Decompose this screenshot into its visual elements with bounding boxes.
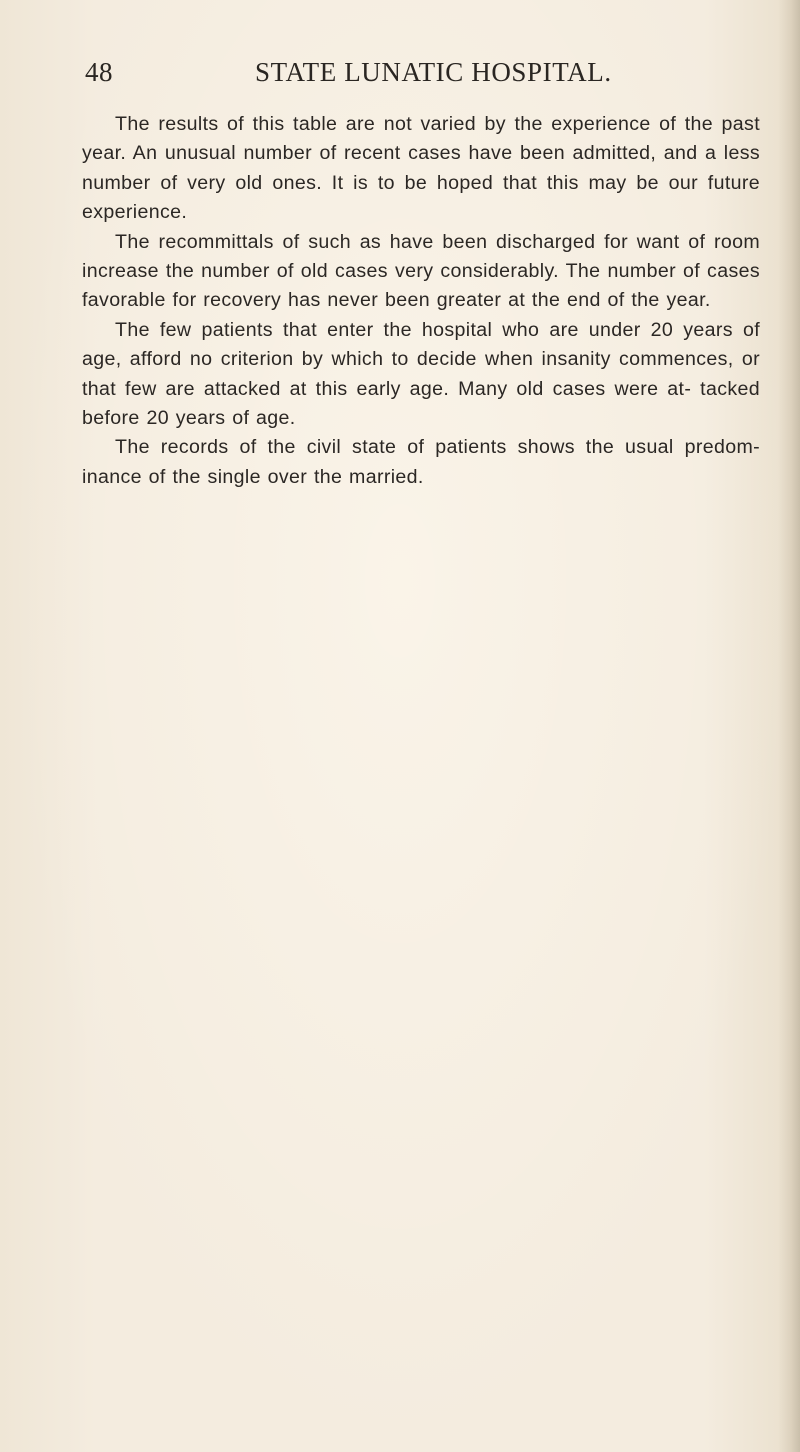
paragraph-3: The few patients that enter the hospital who are under 20 years of age, afford no criterion by which to decide when insanity commences, or that few are attacked at this early age. Many old cases were at- tacked before 20 years of age. — [82, 318, 760, 430]
paragraph-4: The records of the civil state of patients shows the usual predom- inance of the single over the married. — [82, 436, 760, 488]
paragraph-2: The recommittals of such as have been discharged for want of room increase the number of old cases very considerably. The number of cases favorable for recovery has never been greater at the end of the year. — [82, 230, 760, 312]
running-title: STATE LUNATIC HOSPITAL. — [255, 57, 612, 87]
paragraph-1: The results of this table are not varied by the experience of the past year. An unusual number of recent cases have been admitted, and a less number of very old ones. It is to be hoped that this may be our future experience. — [82, 113, 760, 224]
page-number: 48 — [85, 57, 113, 87]
page-header — [85, 52, 715, 92]
page-edge-shadow — [778, 0, 800, 1452]
body-text — [82, 110, 760, 492]
